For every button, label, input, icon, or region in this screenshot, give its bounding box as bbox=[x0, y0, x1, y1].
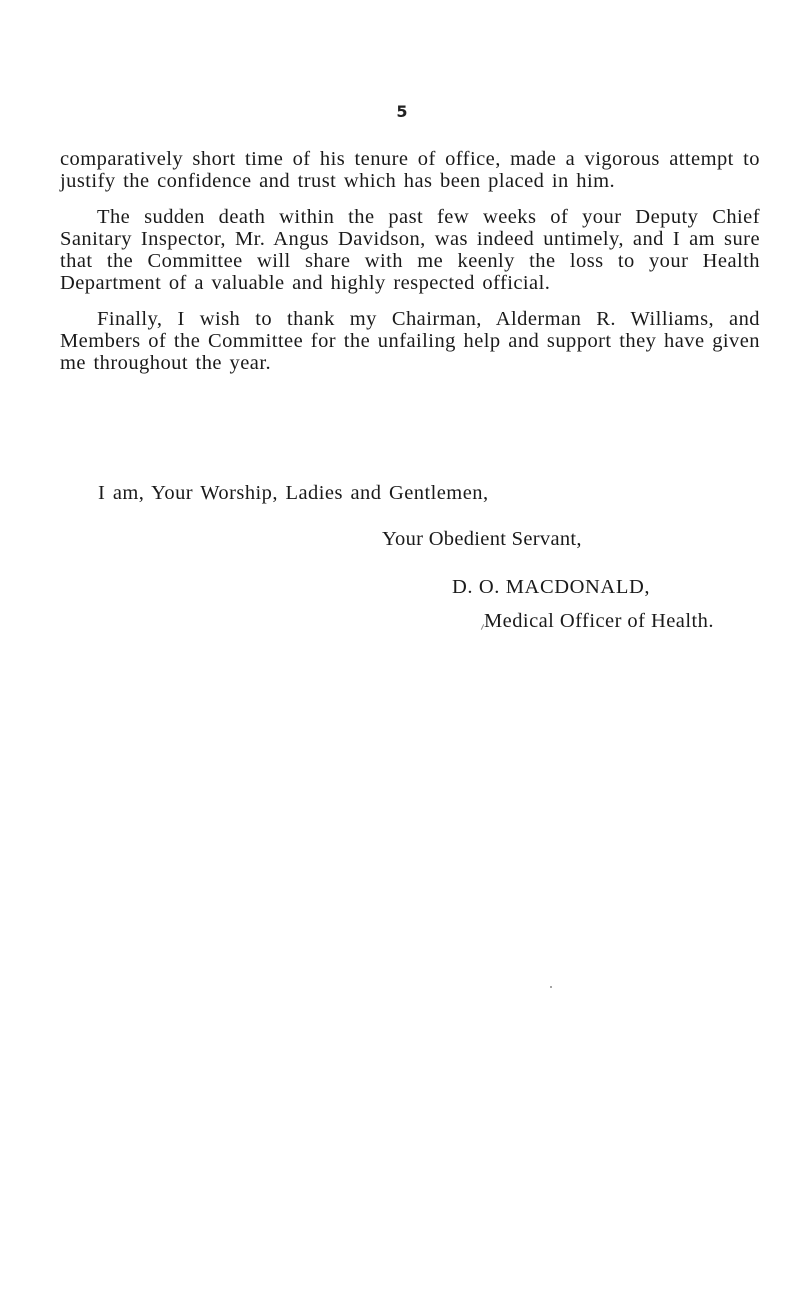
signatory-title: Medical Officer of Health. bbox=[484, 610, 714, 632]
page-number: 5 bbox=[396, 102, 408, 121]
paragraph-thanks: Finally, I wish to thank my Chairman, Alderman R. Williams, and Members of the Committee for the unfailing help and support they have given me throughout the year. bbox=[60, 307, 760, 375]
letter-body bbox=[60, 148, 760, 388]
scan-speck bbox=[550, 986, 552, 988]
closing-line: Your Obedient Servant, bbox=[382, 528, 582, 550]
paragraph-deputy-inspector: The sudden death within the past few weeks of your Deputy Chief Sanitary Inspector, Mr. Angus Davidson, was indeed untimely, and I am sure that the Committee will share with me keenly the loss to your Health Department of a valuable and highly respected official. bbox=[60, 205, 760, 295]
salutation-line: I am, Your Worship, Ladies and Gentlemen, bbox=[98, 482, 489, 504]
signatory-name: D. O. MACDONALD, bbox=[452, 576, 651, 598]
paragraph-continuation: comparatively short time of his tenure of office, made a vigorous attempt to justify the confidence and trust which has been placed in him. bbox=[60, 148, 760, 193]
